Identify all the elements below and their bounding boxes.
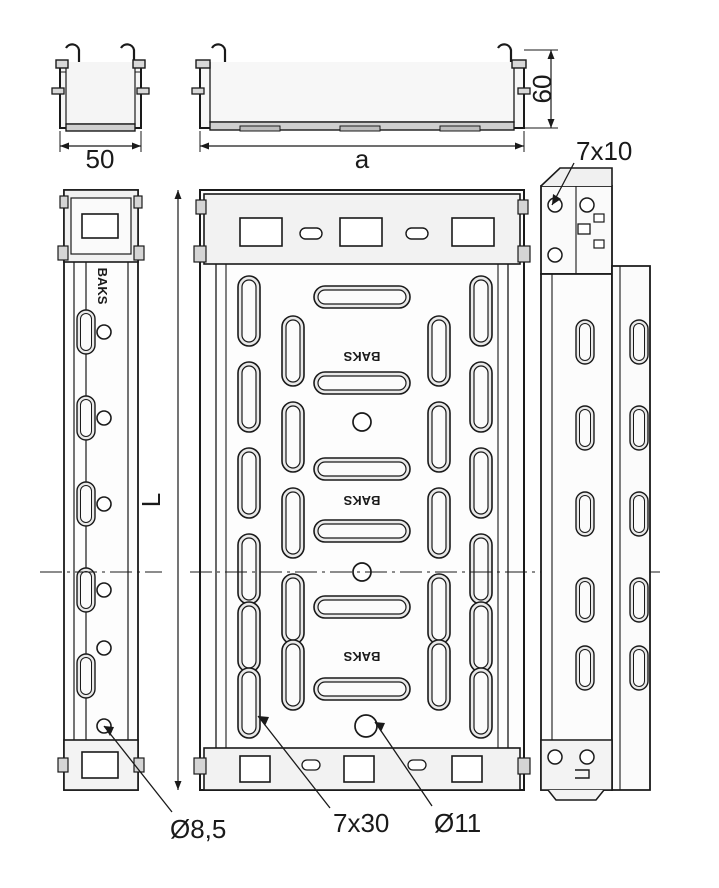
brand-label-1: BAKS xyxy=(343,349,381,364)
dim-width-front: a xyxy=(354,144,370,174)
right-side-elevation xyxy=(541,168,650,800)
brand-label-2: BAKS xyxy=(343,493,381,508)
brand-label-3: BAKS xyxy=(343,649,381,664)
dim-height-profile: 60 xyxy=(527,74,557,104)
dim-round-small: Ø8,5 xyxy=(170,814,227,844)
slot-column-left-inner xyxy=(282,316,304,710)
front-section-view xyxy=(192,44,558,152)
dim-length: L xyxy=(136,492,166,508)
side-section-view xyxy=(52,44,149,152)
brand-label-side: BAKS xyxy=(95,267,110,305)
dim-round-large: Ø11 xyxy=(434,808,482,838)
dim-slot-small: 7x10 xyxy=(576,136,633,166)
round-hole-bottom xyxy=(355,715,377,737)
dim-width-side: 50 xyxy=(85,144,115,174)
round-hole-mid xyxy=(353,413,371,431)
dim-slot-large: 7x30 xyxy=(333,808,390,838)
slot-column-right-inner xyxy=(428,316,450,710)
left-side-elevation xyxy=(40,190,162,790)
